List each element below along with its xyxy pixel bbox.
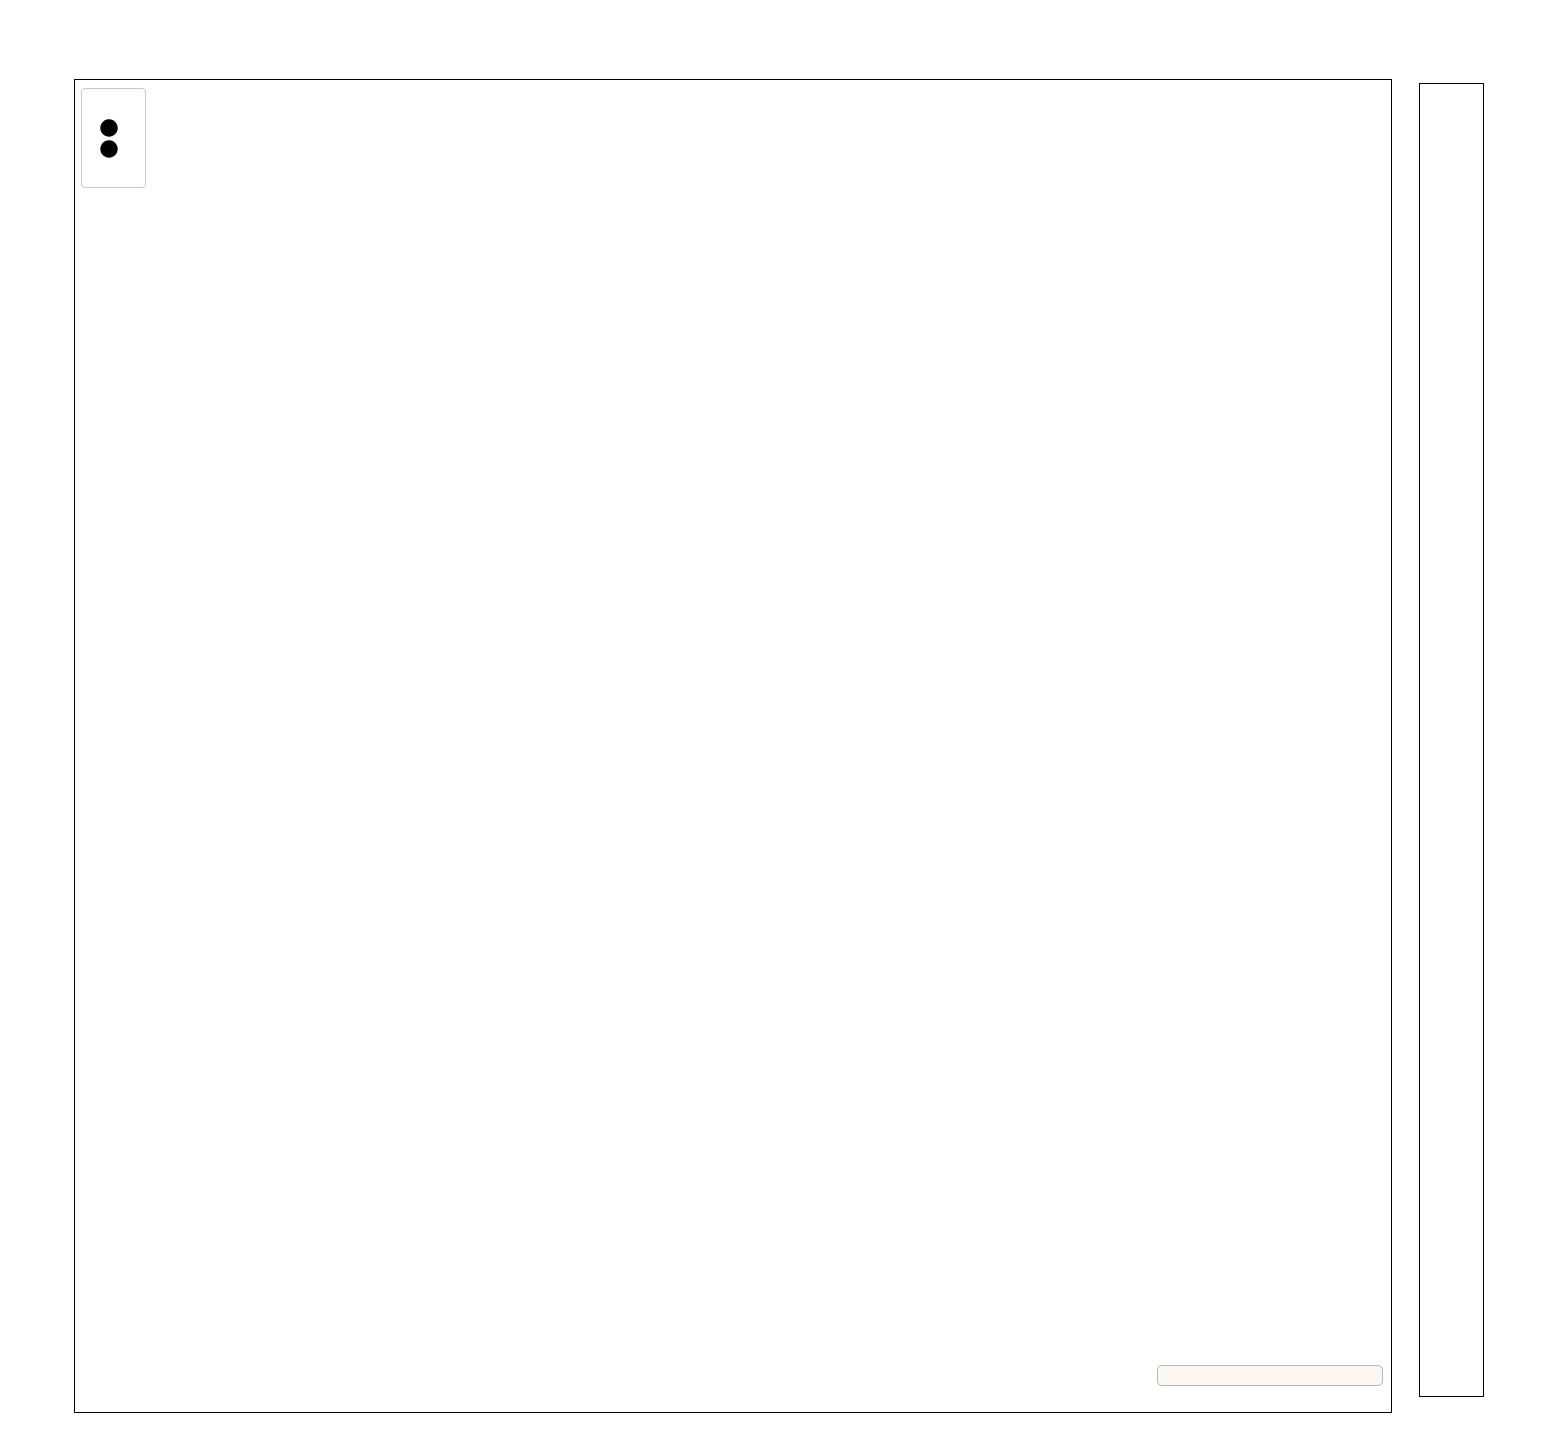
legend-item-start xyxy=(91,117,134,138)
path-line-icon xyxy=(91,100,127,114)
evaluation-breakdown-box xyxy=(1157,1365,1383,1386)
optimization-path-overlay xyxy=(75,80,1390,1411)
plot-area xyxy=(75,80,1390,1411)
global-min-star-icon xyxy=(91,159,127,181)
colorbar xyxy=(1419,83,1484,1397)
legend-item-path xyxy=(91,96,134,117)
legend-item-end xyxy=(91,138,134,159)
legend xyxy=(81,88,146,188)
start-circle-icon xyxy=(91,118,127,138)
legend-item-global-min xyxy=(91,159,134,180)
end-circle-icon xyxy=(91,139,127,159)
